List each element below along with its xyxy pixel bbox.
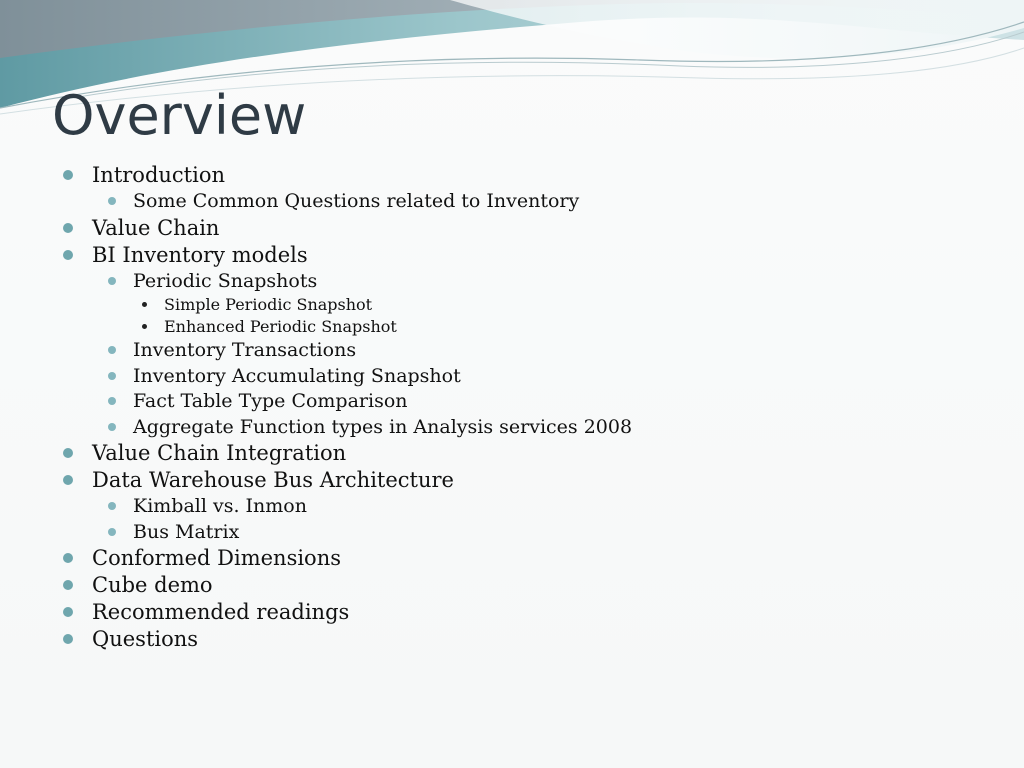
outline-item-text: Kimball vs. Inmon (133, 495, 307, 517)
outline-item-level3 (0, 316, 1024, 338)
outline-item-level2 (0, 364, 1024, 390)
bullet-dot-icon (63, 634, 73, 644)
outline-item-level1 (0, 599, 1024, 626)
bullet-dot-icon (108, 528, 116, 536)
bullet-dot-icon (63, 170, 73, 180)
outline-item-level1 (0, 215, 1024, 242)
outline-item-level2 (0, 338, 1024, 364)
bullet-dot-icon (108, 372, 116, 380)
bullet-dot-icon (142, 324, 147, 329)
outline-item-text: Introduction (92, 163, 225, 187)
outline-item-text: Conformed Dimensions (92, 546, 342, 570)
outline-item-level1 (0, 242, 1024, 269)
outline-item-text: Bus Matrix (133, 520, 240, 543)
outline-item-text: Simple Periodic Snapshot (164, 295, 373, 314)
outline-item-level1 (0, 440, 1024, 467)
bullet-dot-icon (108, 423, 116, 431)
outline-item-level1 (0, 572, 1024, 599)
bullet-dot-icon (108, 346, 116, 354)
outline-item-level2 (0, 520, 1024, 546)
bullet-dot-icon (63, 607, 73, 617)
outline-item-text: Value Chain (92, 215, 220, 240)
outline-item-level1 (0, 545, 1024, 572)
outline-item-text: BI Inventory models (92, 242, 308, 267)
bullet-dot-icon (63, 475, 73, 485)
outline-item-text: Data Warehouse Bus Architecture (92, 468, 454, 492)
outline-item-level1 (0, 162, 1024, 189)
bullet-dot-icon (108, 277, 116, 285)
outline-item-level2 (0, 415, 1024, 441)
bullet-dot-icon (63, 250, 73, 260)
outline-item-text: Inventory Transactions (133, 339, 357, 361)
outline-item-text: Questions (92, 627, 199, 651)
bullet-dot-icon (63, 448, 73, 458)
outline-item-text: Periodic Snapshots (133, 269, 318, 292)
outline-item-level2 (0, 269, 1024, 295)
outline-item-level2 (0, 494, 1024, 520)
outline-item-text: Aggregate Function types in Analysis services 2008 (133, 415, 633, 438)
outline-item-text: Some Common Questions related to Inventory (133, 190, 580, 212)
bullet-dot-icon (142, 302, 147, 307)
outline-item-text: Value Chain Integration (92, 441, 347, 465)
light-wave-sweep (450, 0, 1024, 58)
slide-title: Overview (52, 84, 307, 147)
outline-item-text: Cube demo (92, 573, 213, 597)
bullet-dot-icon (108, 502, 116, 510)
bullet-dot-icon (63, 553, 73, 563)
outline-item-level2 (0, 389, 1024, 415)
bullet-dot-icon (108, 197, 116, 205)
outline-item-level1 (0, 467, 1024, 494)
outline-item-text: Enhanced Periodic Snapshot (164, 317, 397, 336)
outline-item-level1 (0, 626, 1024, 653)
bullet-dot-icon (108, 397, 116, 405)
outline-item-text: Recommended readings (92, 600, 350, 624)
outline-item-text: Fact Table Type Comparison (133, 390, 408, 412)
outline-list (0, 162, 1024, 653)
bullet-dot-icon (63, 223, 73, 233)
outline-item-level2 (0, 189, 1024, 215)
outline-item-level3 (0, 294, 1024, 316)
bullet-dot-icon (63, 580, 73, 590)
outline-item-text: Inventory Accumulating Snapshot (133, 364, 461, 387)
